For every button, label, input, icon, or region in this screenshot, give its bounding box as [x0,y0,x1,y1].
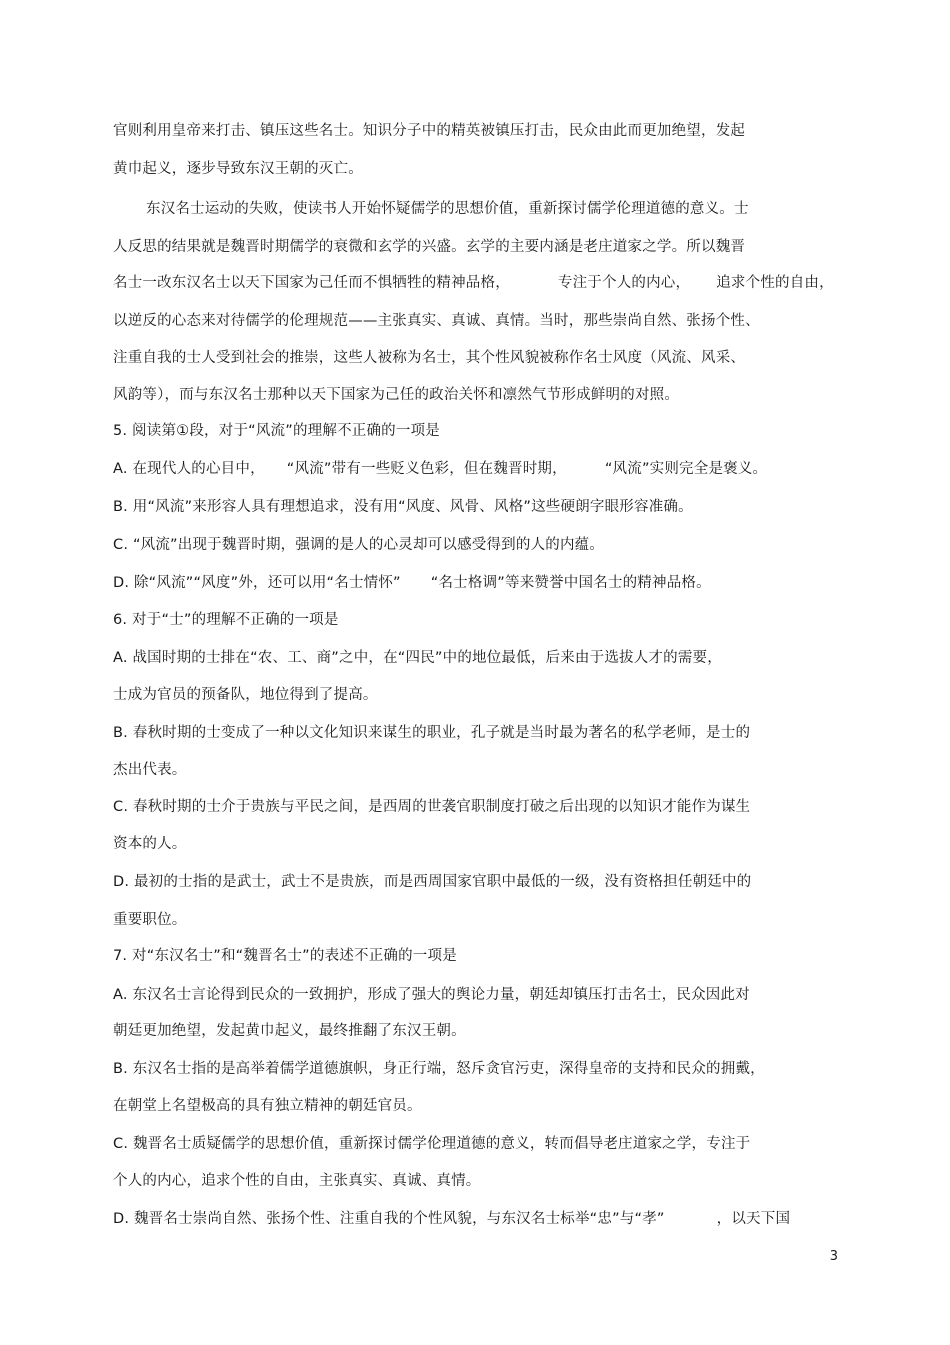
option-segment: “风流”实则完全是褒义。 [604,461,768,477]
option-segment: A. 在现代人的心目中， [113,461,265,477]
question-7-option-a: A. 东汉名士言论得到民众的一致拥护，形成了强大的舆论力量，朝廷却镇压打击名士，民众因此对 [113,987,750,1003]
question-7-option-b-cont: 在朝堂上名望极高的具有独立精神的朝廷官员。 [113,1098,422,1114]
question-6-option-d-cont: 重要职位。 [113,912,187,928]
passage-line: 黄巾起义，逐步导致东汉王朝的灭亡。 [113,161,363,177]
question-5-option-a [113,459,767,479]
question-7-option-b: B. 东汉名士指的是高举着儒学道德旗帜，身正行端，怒斥贪官污吏，深得皇帝的支持和民众的拥戴， [113,1061,765,1077]
passage-paragraph-start: 东汉名士运动的失败，使读书人开始怀疑儒学的思想价值，重新探讨儒学伦理道德的意义。士 [146,201,749,217]
question-6-option-b-cont: 杰出代表。 [113,762,187,778]
question-6-option-b: B. 春秋时期的士变成了一种以文化知识来谋生的职业，孔子就是当时最为著名的私学老师，是士的 [113,725,751,741]
passage-line: 注重自我的士人受到社会的推崇，这些人被称为名士，其个性风貌被称作名士风度（风流、风采、 [113,350,746,366]
question-7-option-c-cont: 个人的内心，追求个性的自由，主张真实、真诚、真情。 [113,1173,481,1189]
question-7-option-d [113,1209,790,1229]
passage-line: 官则利用皇帝来打击、镇压这些名士。知识分子中的精英被镇压打击，民众由此而更加绝望，发起 [113,123,746,139]
question-6-option-c-cont: 资本的人。 [113,836,187,852]
option-segment: “风流”带有一些贬义色彩，但在魏晋时期， [286,461,567,477]
option-segment: “名士格调”等来赞誉中国名士的精神品格。 [430,575,711,591]
question-6-option-a: A. 战国时期的士排在“农、工、商”之中，在“四民”中的地位最低，后来由于选拔人才的需要， [113,650,722,666]
passage-line: 以逆反的心态来对待儒学的伦理规范——主张真实、真诚、真情。当时，那些崇尚自然、张扬个性、 [113,313,760,329]
option-segment: D. 魏晋名士崇尚自然、张扬个性、注重自我的个性风貌，与东汉名士标举“忠”与“孝” [113,1211,665,1227]
passage-line: 风韵等），而与东汉名士那种以天下国家为己任的政治关怀和凛然气节形成鲜明的对照。 [113,387,680,403]
question-5-stem: 5. 阅读第①段，对于“风流”的理解不正确的一项是 [113,423,440,439]
passage-segment: 专注于个人的内心， [557,275,691,291]
question-5-option-d [113,573,711,593]
passage-segment: 追求个性的自由， [716,275,834,291]
passage-line [113,273,834,293]
question-7-option-a-cont: 朝廷更加绝望，发起黄巾起义，最终推翻了东汉王朝。 [113,1023,466,1039]
question-7-option-c: C. 魏晋名士质疑儒学的思想价值，重新探讨儒学伦理道德的意义，转而倡导老庄道家之学，专注于 [113,1136,751,1152]
question-6-stem: 6. 对于“士”的理解不正确的一项是 [113,612,339,628]
option-segment: ，以天下国 [716,1211,791,1227]
question-6-option-c: C. 春秋时期的士介于贵族与平民之间，是西周的世袭官职制度打破之后出现的以知识才能作为谋生 [113,799,751,815]
question-6-option-a-cont: 士成为官员的预备队，地位得到了提高。 [113,687,378,703]
option-segment: D. 除“风流”“风度”外，还可以用“名士情怀” [113,575,401,591]
page-number: 3 [829,1249,838,1264]
passage-line: 人反思的结果就是魏晋时期儒学的衰微和玄学的兴盛。玄学的主要内涵是老庄道家之学。所以魏晋 [113,239,746,255]
passage-segment: 名士一改东汉名士以天下国家为己任而不惧牺牲的精神品格， [113,275,510,291]
question-5-option-b: B. 用“风流”来形容人具有理想追求，没有用“风度、风骨、风格”这些硬朗字眼形容准确。 [113,499,693,515]
question-6-option-d: D. 最初的士指的是武士，武士不是贵族，而是西周国家官职中最低的一级，没有资格担任朝廷中的 [113,874,752,890]
question-5-option-c: C. “风流”出现于魏晋时期，强调的是人的心灵却可以感受得到的人的内蕴。 [113,537,605,553]
question-7-stem: 7. 对“东汉名士”和“魏晋名士”的表述不正确的一项是 [113,948,457,964]
